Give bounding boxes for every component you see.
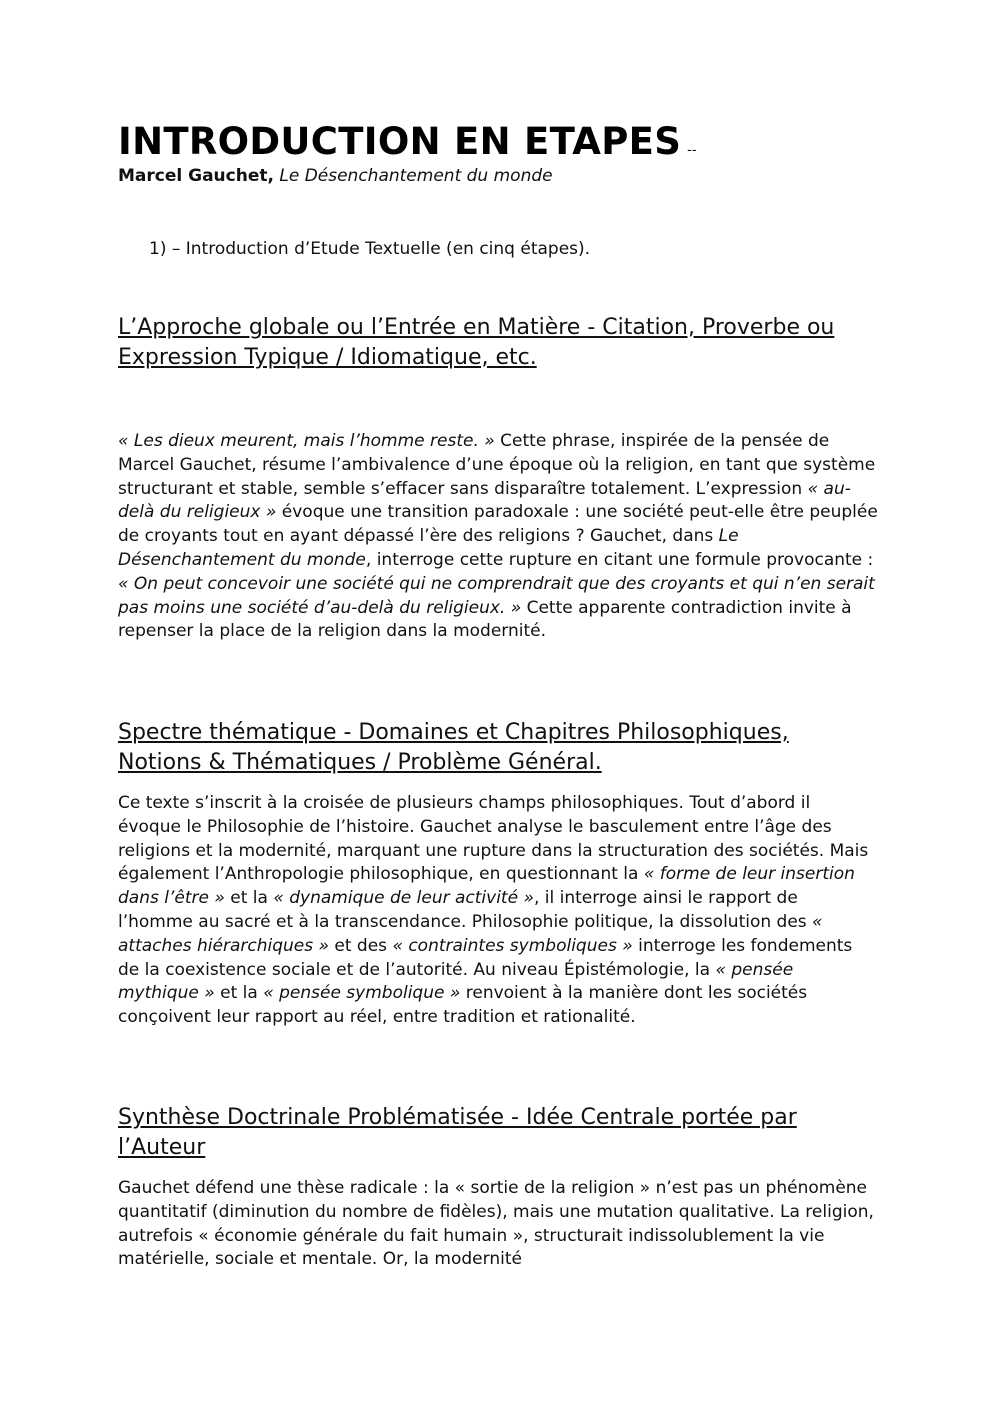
quote: Le Désenchantement du monde — [118, 526, 739, 570]
list-item-1: 1) – Introduction d’Etude Textuelle (en cinq étapes). — [149, 239, 591, 259]
section-paragraph-spectre — [118, 792, 878, 1030]
quote: « pensée mythique » — [118, 959, 794, 1004]
quote: « forme de leur insertion dans l’être » — [118, 864, 855, 909]
text-run: et des — [328, 935, 393, 956]
quote: « au-delà du religieux » — [118, 478, 851, 523]
quote: « dynamique de leur activité » — [273, 888, 534, 909]
quote: « On peut concevoir une société qui ne comprendrait que des croyants et qui n’en serait pas moins une société d’au-delà du religieux. » — [118, 573, 875, 618]
text-run: , il interroge ainsi le rapport de l’homme au sacré et à la transcendance. Philosophie politique, la dissolution des — [118, 888, 813, 932]
quote: « pensée symbolique » — [263, 983, 461, 1004]
section-paragraph-approche — [118, 430, 878, 644]
text-run: et la — [224, 888, 274, 909]
text-run: et la — [214, 983, 264, 1004]
section-heading-approche: L’Approche globale ou l’Entrée en Matière - Citation, Proverbe ou Expression Typique / Idiomatique, etc. — [118, 315, 835, 370]
quote: « contraintes symboliques » — [392, 935, 633, 956]
title-block — [118, 120, 878, 188]
text-run: Cette phrase, inspirée de la pensée de Marcel Gauchet, résume l’ambivalence d’une époque où la religion, en tant que système structurant et stable, semble s’effacer sans disparaître totalement. L’expression — [118, 431, 876, 499]
section-paragraph-synthese — [118, 1177, 878, 1272]
author-name: Marcel Gauchet, — [118, 166, 274, 186]
page-title: INTRODUCTION EN ETAPES — [118, 120, 682, 163]
text-run: évoque une transition paradoxale : une société peut-elle être peuplée de croyants tout en ayant dépassé l’ère des religions ? Gauchet, dans — [118, 502, 878, 547]
quote: « Les dieux meurent, mais l’homme reste. » — [118, 431, 495, 451]
text-run: interroge les fondements de la coexistence sociale et de l’autorité. Au niveau Épistémologie, la — [118, 935, 853, 980]
text-run: Ce texte s’inscrit à la croisée de plusieurs champs philosophiques. Tout d’abord il évoque le Philosophie de l’histoire. Gauchet analyse le basculement entre l’âge des religions et la modernité, marquant une rupture dans la structuration des sociétés. Mais également l’Anthropologie philosophique, en questionnant la — [118, 793, 869, 885]
text-run: renvoient à la manière dont les sociétés conçoivent leur rapport au réel, entre tradition et rationalité. — [118, 983, 808, 1028]
quote: « attaches hiérarchiques » — [118, 911, 823, 956]
title-suffix: -- — [687, 143, 697, 158]
book-title: Le Désenchantement du monde — [279, 166, 553, 186]
section-heading-synthese: Synthèse Doctrinale Problématisée - Idée Centrale portée par l’Auteur — [118, 1105, 797, 1160]
text-run: , interroge cette rupture en citant une formule provocante : — [365, 549, 874, 570]
section-heading-spectre: Spectre thématique - Domaines et Chapitres Philosophiques, Notions & Thématiques / Problème Général. — [118, 720, 789, 775]
subtitle — [118, 164, 878, 188]
text-run: Cette apparente contradiction invite à repenser la place de la religion dans la modernité. — [118, 597, 852, 642]
text-run: Gauchet défend une thèse radicale : la « sortie de la religion » n’est pas un phénomène quantitatif (diminution du nombre de fidèles), mais une mutation qualitative. La religion, autrefois « économie générale du fait humain », structurait indissolublement la vie matérielle, sociale et mentale. Or, la modernité — [118, 1178, 874, 1270]
